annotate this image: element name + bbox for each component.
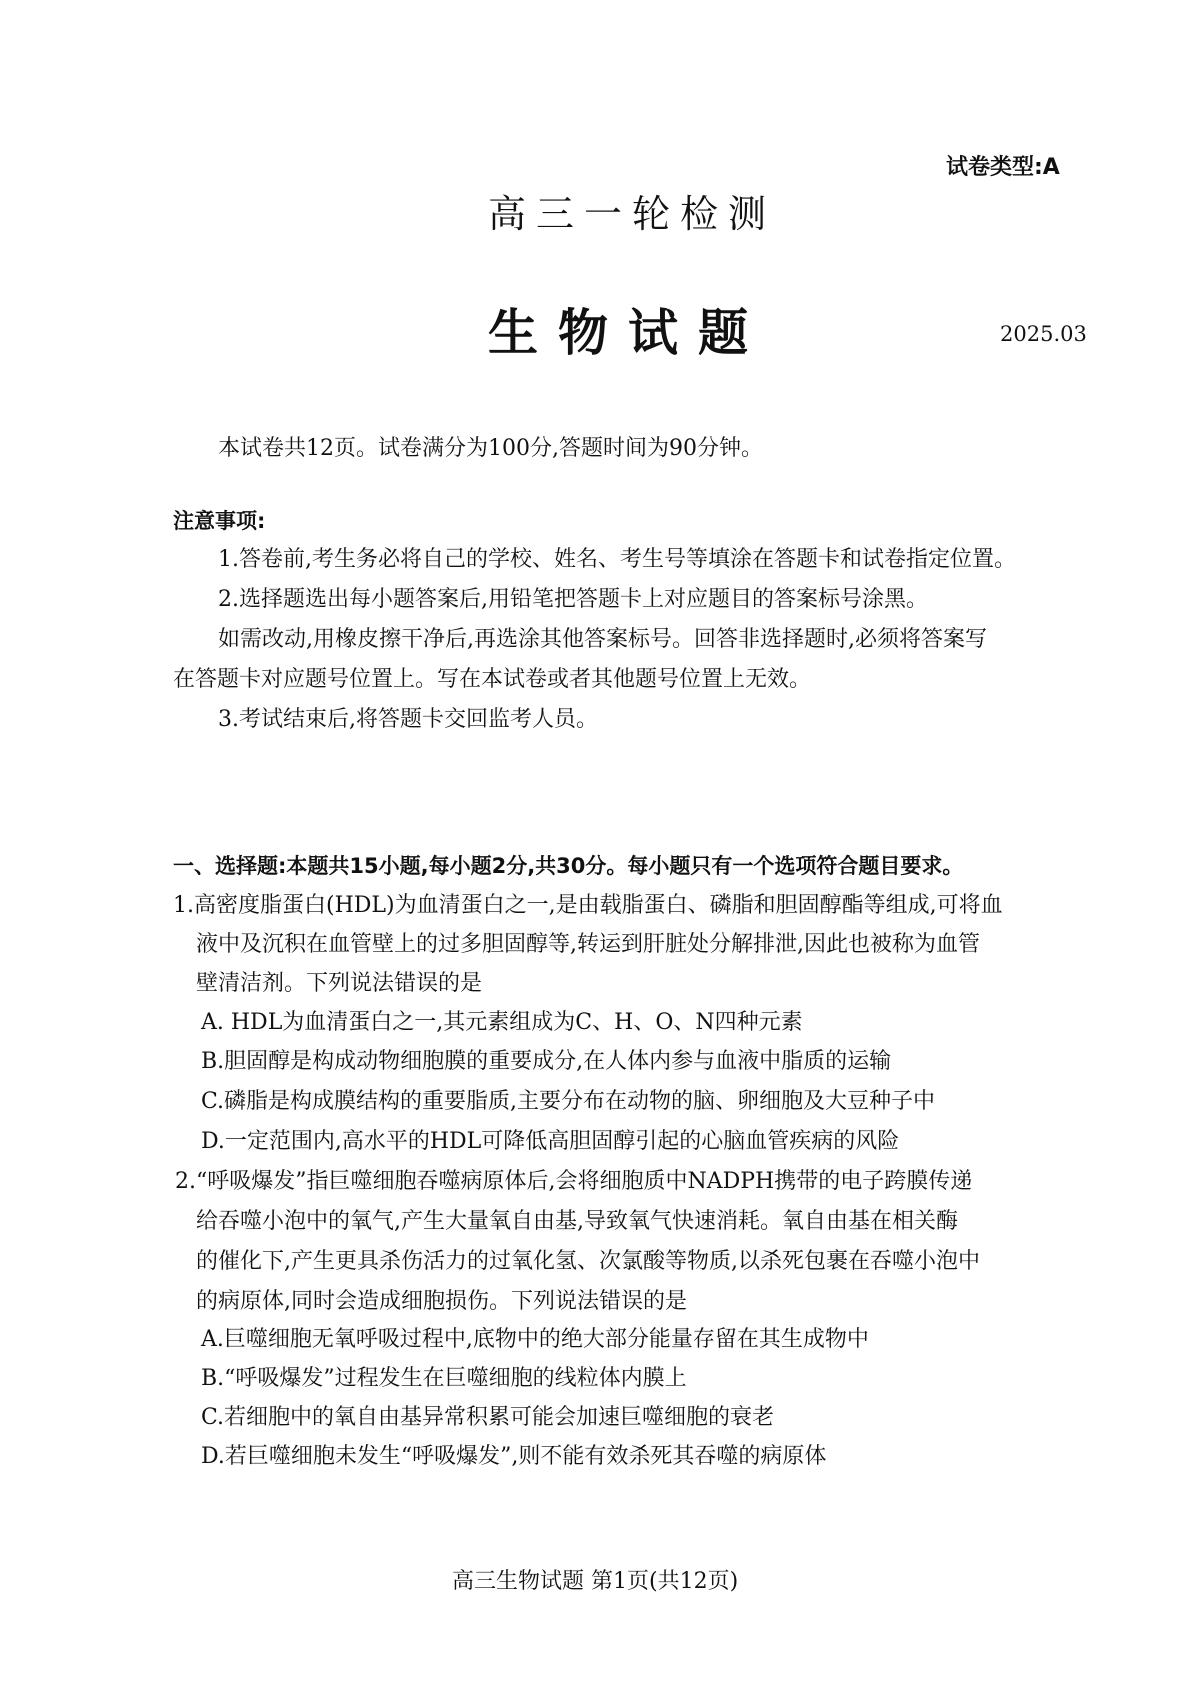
note-line: 3.考试结束后,将答题卡交回监考人员。 [218,707,598,732]
question-2-stem: 2.“呼吸爆发”指巨噬细胞吞噬病原体后,会将细胞质中NADPH携带的电子跨膜传递 [175,1169,973,1194]
question-1-option-c: C.磷脂是构成膜结构的重要脂质,主要分布在动物的脑、卵细胞及大豆种子中 [201,1089,936,1114]
page-footer: 高三生物试题 第1页(共12页) [452,1569,739,1594]
section-heading: 一、选择题:本题共15小题,每小题2分,共30分。每小题只有一个选项符合题目要求。 [173,854,964,878]
subject-title: 生物试题 [488,303,768,362]
question-2-stem: 给吞噬小泡中的氧气,产生大量氧自由基,导致氧气快速消耗。氧自由基在相关酶 [196,1209,958,1234]
question-1-option-a: A. HDL为血清蛋白之一,其元素组成为C、H、O、N四种元素 [201,1010,803,1035]
note-line: 如需改动,用橡皮擦干净后,再选涂其他答案标号。回答非选择题时,必须将答案写 [218,627,987,652]
exam-type-label: 试卷类型:A [946,155,1060,180]
note-line: 在答题卡对应题号位置上。写在本试卷或者其他题号位置上无效。 [173,667,812,692]
question-2-stem: 的催化下,产生更具杀伤活力的过氧化氢、次氯酸等物质,以杀死包裹在吞噬小泡中 [196,1249,980,1274]
note-line: 2.选择题选出每小题答案后,用铅笔把答题卡上对应题目的答案标号涂黑。 [218,587,928,612]
question-1-option-d: D.一定范围内,高水平的HDL可降低高胆固醇引起的心脑血管疾病的风险 [201,1129,900,1154]
question-2-option-a: A.巨噬细胞无氧呼吸过程中,底物中的绝大部分能量存留在其生成物中 [201,1327,869,1352]
question-1-stem: 1.高密度脂蛋白(HDL)为血清蛋白之一,是由载脂蛋白、磷脂和胆固醇酯等组成,可将血 [173,893,1003,918]
question-1-stem: 壁清洁剂。下列说法错误的是 [196,971,483,996]
question-2-option-c: C.若细胞中的氧自由基异常积累可能会加速巨噬细胞的衰老 [201,1405,775,1430]
intro-text: 本试卷共12页。试卷满分为100分,答题时间为90分钟。 [218,436,763,461]
exam-title: 高三一轮检测 [488,192,777,236]
notes-heading: 注意事项: [173,509,266,533]
question-2-stem: 的病原体,同时会造成细胞损伤。下列说法错误的是 [196,1289,687,1314]
question-2-option-b: B.“呼吸爆发”过程发生在巨噬细胞的线粒体内膜上 [201,1366,687,1391]
question-1-stem: 液中及沉积在血管壁上的过多胆固醇等,转运到肝脏处分解排泄,因此也被称为血管 [196,932,980,957]
question-1-option-b: B.胆固醇是构成动物细胞膜的重要成分,在人体内参与血液中脂质的运输 [201,1049,892,1074]
note-line: 1.答卷前,考生务必将自己的学校、姓名、考生号等填涂在答题卡和试卷指定位置。 [218,547,1016,572]
exam-date: 2025.03 [1000,322,1087,346]
question-2-option-d: D.若巨噬细胞未发生“呼吸爆发”,则不能有效杀死其吞噬的病原体 [201,1444,827,1469]
